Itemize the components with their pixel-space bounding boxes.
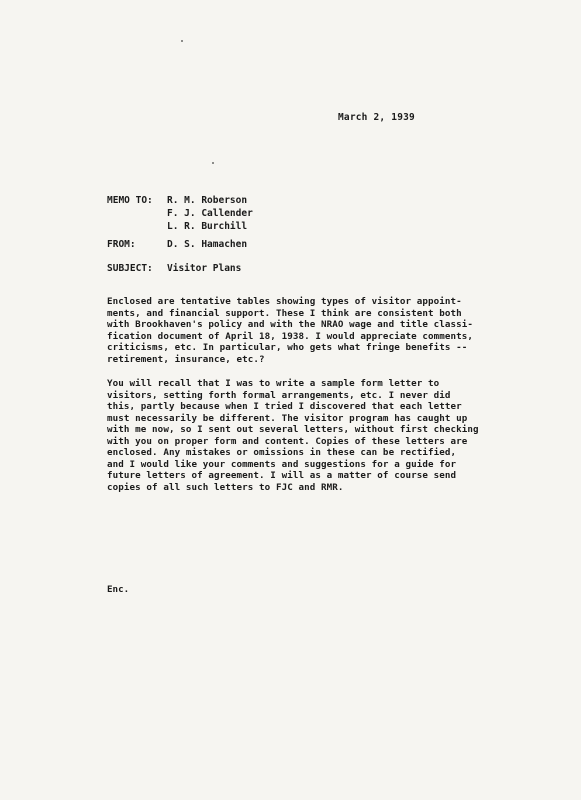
- paragraph-line: with Brookhaven's policy and with the NRAO wage and title classi-: [107, 319, 474, 330]
- speck: [181, 40, 183, 42]
- paragraph-line: retirement, insurance, etc.?: [107, 353, 265, 365]
- from-label: FROM:: [107, 239, 136, 250]
- paragraph-1: [107, 296, 507, 365]
- paragraph-line: You will recall that I was to write a sample form letter to: [107, 378, 440, 389]
- paragraph-line: copies of all such letters to FJC and RMR.: [107, 481, 344, 493]
- paragraph-line: visitors, setting forth formal arrangements, etc. I never did: [107, 389, 451, 401]
- paragraph-line: with me now, so I sent out several letters, without first checking: [107, 424, 479, 435]
- from-value: D. S. Hamachen: [167, 239, 248, 250]
- paragraph-line: and I would like your comments and suggestions for a guide for: [107, 458, 457, 470]
- paragraph-line: enclosed. Any mistakes or omissions in these can be rectified,: [107, 447, 457, 458]
- paragraph-line: criticisms, etc. In particular, who gets what fringe benefits --: [107, 342, 468, 353]
- subject-label: SUBJECT:: [107, 263, 153, 274]
- from-row: [107, 238, 247, 251]
- enclosure-note: Enc.: [107, 584, 130, 595]
- subject-row: [107, 262, 241, 275]
- paragraph-2: [107, 378, 507, 493]
- memo-to-row: [107, 194, 167, 207]
- recipient-3: L. R. Burchill: [167, 221, 248, 232]
- recipient-2: F. J. Callender: [167, 208, 253, 219]
- recipient-list: [167, 194, 253, 233]
- memo-to-label: MEMO TO:: [107, 195, 153, 206]
- paragraph-line: ments, and financial support. These I think are consistent both: [107, 307, 462, 319]
- paragraph-line: with you on proper form and content. Copies of these letters are: [107, 435, 468, 447]
- memo-date: March 2, 1939: [338, 112, 415, 123]
- paragraph-line: future letters of agreement. I will as a matter of course send: [107, 470, 457, 481]
- speck: [212, 162, 214, 164]
- paragraph-line: fication document of April 18, 1938. I would appreciate comments,: [107, 330, 474, 342]
- paragraph-line: this, partly because when I tried I discovered that each letter: [107, 401, 462, 412]
- paragraph-line: must necessarily be different. The visitor program has caught up: [107, 412, 468, 424]
- paragraph-line: Enclosed are tentative tables showing types of visitor appoint-: [107, 296, 462, 307]
- subject-value: Visitor Plans: [167, 263, 242, 274]
- recipient-1: R. M. Roberson: [167, 195, 248, 206]
